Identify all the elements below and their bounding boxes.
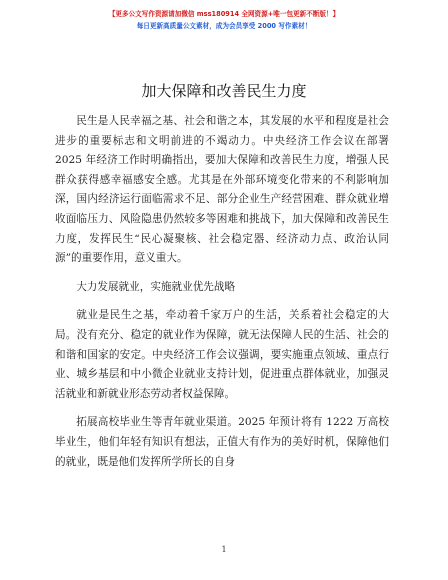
promo-banner-line-2: 每日更新高质量公文素材，成为会员享受 2000 写作素材！	[136, 22, 312, 30]
document-title: 加大保障和改善民生力度	[141, 82, 307, 100]
section-heading: 大力发展就业，实施就业优先战略	[76, 280, 236, 293]
page-number: 1	[221, 545, 227, 554]
promo-banner	[0, 8, 448, 32]
section-paragraph-1: 就业是民生之基，牵动着千家万户的生活，关系着社会稳定的大局。没有充分、稳定的就业作为保障，就无法保障人民的生活、社会的和谐和国家的安定。中央经济工作会议强调，要实施重点领域、重点行业、城乡基层和中小微企业就业支持计划，促进重点群体就业，加强灵活就业和新就业形态劳动者权益保障。	[55, 309, 389, 400]
document-body	[55, 112, 389, 481]
section-paragraph-2: 拓展高校毕业生等青年就业渠道。2025 年预计将有 1222 万高校毕业生，他们年轻有知识有想法，正值大有作为的美好时机，保障他们的就业，既是他们发挥所学所长的自身	[55, 416, 389, 468]
promo-banner-line-1: 【更多公文写作资源请加微信 mss180914 全网资源+唯一包更新不断版！】	[108, 10, 340, 18]
intro-paragraph: 民生是人民幸福之基、社会和谐之本，其发展的水平和程度是社会进步的重要标志和文明前进的不竭动力。中央经济工作会议在部署 2025 年经济工作时明确指出，要加大保障和改善民生力度，增强人民群众获得感幸福感安全感。尤其是在外部环境变化带来的不利影响加深，国内经济运行面临需求不足、部分企业生产经营困难、群众就业增收面临压力、风险隐患仍然较多等困难和挑战下，加大保障和改善民生力度，发挥民生“民心凝聚核、社会稳定器、经济动力点、政治认同源”的重要作用，意义重大。	[55, 115, 389, 265]
